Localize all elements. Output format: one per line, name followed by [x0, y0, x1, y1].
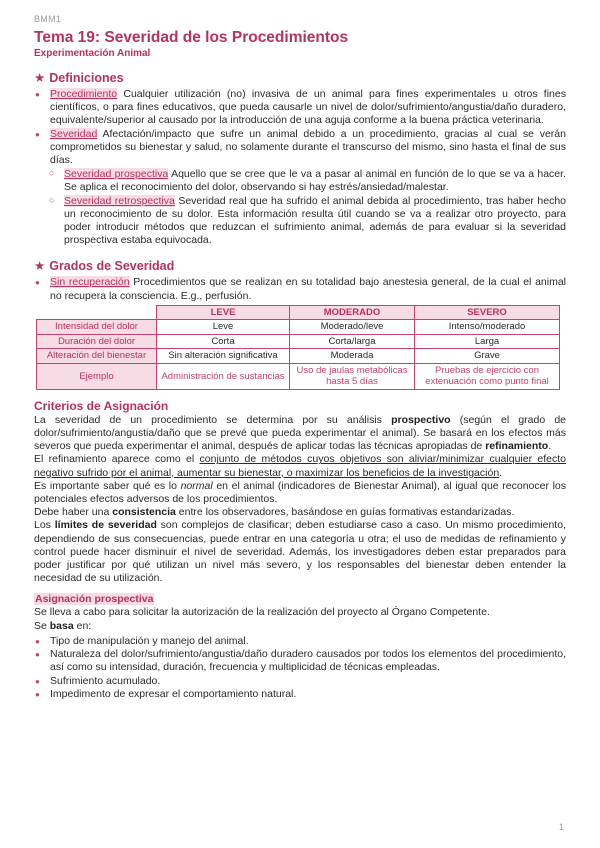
- page-subtitle: Experimentación Animal: [34, 48, 151, 59]
- table-cell: Moderado/leve: [290, 320, 415, 335]
- table-cell: Intenso/moderado: [415, 320, 560, 335]
- severidad-sublist: [34, 168, 566, 247]
- list-item: ● Sin recuperación Procedimientos que se realizan en su totalidad bajo anestesia general, de la cual el animal no recupera la consciencia. E.g., perfusión.: [34, 276, 566, 302]
- table-header-row: [37, 305, 560, 320]
- list-item: ● Naturaleza del dolor/sufrimiento/angustia/daño duradero causados por todos los elementos del procedimiento, así como su intensidad, duración, frecuencia y multiplicidad de técnicas empleadas.: [34, 648, 566, 674]
- list-item: ● Severidad Afectación/impacto que sufre un animal debido a un procedimiento, gracias al cual se verán comprometidos su bienestar y salud, no solamente durante el transcurso del mismo, sino hasta el final de sus días.: [34, 128, 566, 168]
- table-cell: Corta/larga: [290, 334, 415, 349]
- table-cell: Pruebas de ejercicio con extenuación como punto final: [415, 363, 560, 389]
- paragraph: La severidad de un procedimiento se determina por su análisis prospectivo (según el grado de dolor/sufrimiento/angustia/daño que se prevé que pueda experimentar el animal). Se basará en los efectos más severos que pueda experimentar el animal, después de aplicar todas las técnicas apropiadas de refinamiento.: [34, 413, 566, 453]
- table-cell: Sin alteración significativa: [157, 349, 290, 364]
- list-item: ● Sufrimiento acumulado.: [34, 675, 566, 688]
- table-row: [37, 320, 560, 335]
- table-cell: Larga: [415, 334, 560, 349]
- table-cell: Corta: [157, 334, 290, 349]
- term-sin-recuperacion: Sin recuperación: [50, 276, 130, 289]
- term-severidad: Severidad: [50, 127, 98, 140]
- row-header: Intensidad del dolor: [37, 320, 157, 335]
- document-page: [34, 14, 566, 701]
- row-header: Alteración del bienestar: [37, 349, 157, 364]
- asignacion-heading: Asignación prospectiva: [35, 593, 154, 606]
- asignacion-list: [34, 635, 566, 701]
- paragraph: Los límites de severidad son complejos de clasificar; deben estudiarse caso a caso. Un mismo procedimiento, dependiendo de sus consecuencias, puede entrar en una categoría u otra; el uso de medidas de refinamiento y control puede hacer disminuir el nivel de severidad. Además, los investigadores deben estar preparados para poder justificar por qué utilizan un nivel más severo, y los responsables del bienestar deben entender la necesidad de su utilización.: [34, 519, 566, 585]
- table-cell: Leve: [157, 320, 290, 335]
- paragraph: El refinamiento aparece como el conjunto de métodos cuyos objetivos son aliviar/minimizar cualquier efecto negativo sufrido por el animal, aumentar su bienestar, o maximizar los beneficios de la investigación.: [34, 453, 566, 479]
- paragraph: Es importante saber qué es lo normal en el animal (indicadores de Bienestar Animal), al igual que reconocer los potenciales efectos adversos de los procedimientos.: [34, 479, 566, 506]
- table-cell: Grave: [415, 349, 560, 364]
- page-number: 1: [558, 822, 564, 832]
- table-corner: [37, 305, 157, 320]
- term-severidad-retrospectiva: Severidad retrospectiva: [64, 194, 175, 207]
- definiciones-heading: ★ Definiciones: [34, 71, 124, 85]
- star-icon: ★: [34, 259, 46, 274]
- paragraph: Debe haber una consistencia entre los observadores, basándose en guías formativas estandarizadas.: [34, 506, 515, 519]
- column-header: LEVE: [157, 305, 290, 320]
- list-item: ○ Severidad retrospectiva Severidad real que ha sufrido el animal debida al procedimiento, tras haber hecho un reconocimiento de su dolor. Esta información resulta útil cuando se va a realizar otro proyecto, para poder introducir métodos que reduzcan el sufrimiento animal, además de para evaluar si la severidad prospectiva estaba equivocada.: [34, 195, 566, 248]
- table-cell: Moderada: [290, 349, 415, 364]
- list-item: ● Tipo de manipulación y manejo del animal.: [34, 635, 566, 648]
- column-header: SEVERO: [415, 305, 560, 320]
- row-header: Ejemplo: [37, 363, 157, 389]
- paragraph: Se basa en:: [34, 619, 92, 632]
- column-header: MODERADO: [290, 305, 415, 320]
- term-severidad-prospectiva: Severidad prospectiva: [64, 168, 169, 181]
- grados-list: [34, 276, 566, 302]
- table-cell: Uso de jaulas metabólicas hasta 5 días: [290, 363, 415, 389]
- severity-table: [36, 305, 560, 390]
- term-procedimiento: Procedimiento: [50, 88, 118, 100]
- paragraph: Se lleva a cabo para solicitar la autorización de la realización del proyecto al Órgano Competente.: [34, 606, 490, 619]
- list-item: ○ Severidad prospectiva Aquello que se cree que le va a pasar al animal en función de lo que se va a hacer. Se aplica el reconocimiento del dolor, observando si hay estrés/ansiedad/malestar.: [34, 168, 566, 194]
- table-row: [37, 334, 560, 349]
- criterios-heading: Criterios de Asignación: [34, 398, 169, 413]
- list-item: ● Impedimento de expresar el comportamiento natural.: [34, 688, 566, 701]
- table-cell: Administración de sustancias: [157, 363, 290, 389]
- table-row: [37, 363, 560, 389]
- table-row: [37, 349, 560, 364]
- course-code: BMM1: [34, 14, 62, 24]
- page-title: Tema 19: Severidad de los Procedimientos: [34, 29, 349, 46]
- row-header: Duración del dolor: [37, 334, 157, 349]
- grados-heading: ★ Grados de Severidad: [34, 259, 175, 274]
- list-item: ● Procedimiento Cualquier utilización (no) invasiva de un animal para fines experimentales u otros fines científicos, o para fines educativos, que pueda causarle un nivel de dolor/sufrimiento/angustia/daño duradero, equivalente/superior al causado por la introducción de una aguja conforme a la buena práctica veterinaria.: [34, 88, 566, 128]
- star-icon: ★: [34, 71, 46, 85]
- definiciones-list: [34, 88, 566, 167]
